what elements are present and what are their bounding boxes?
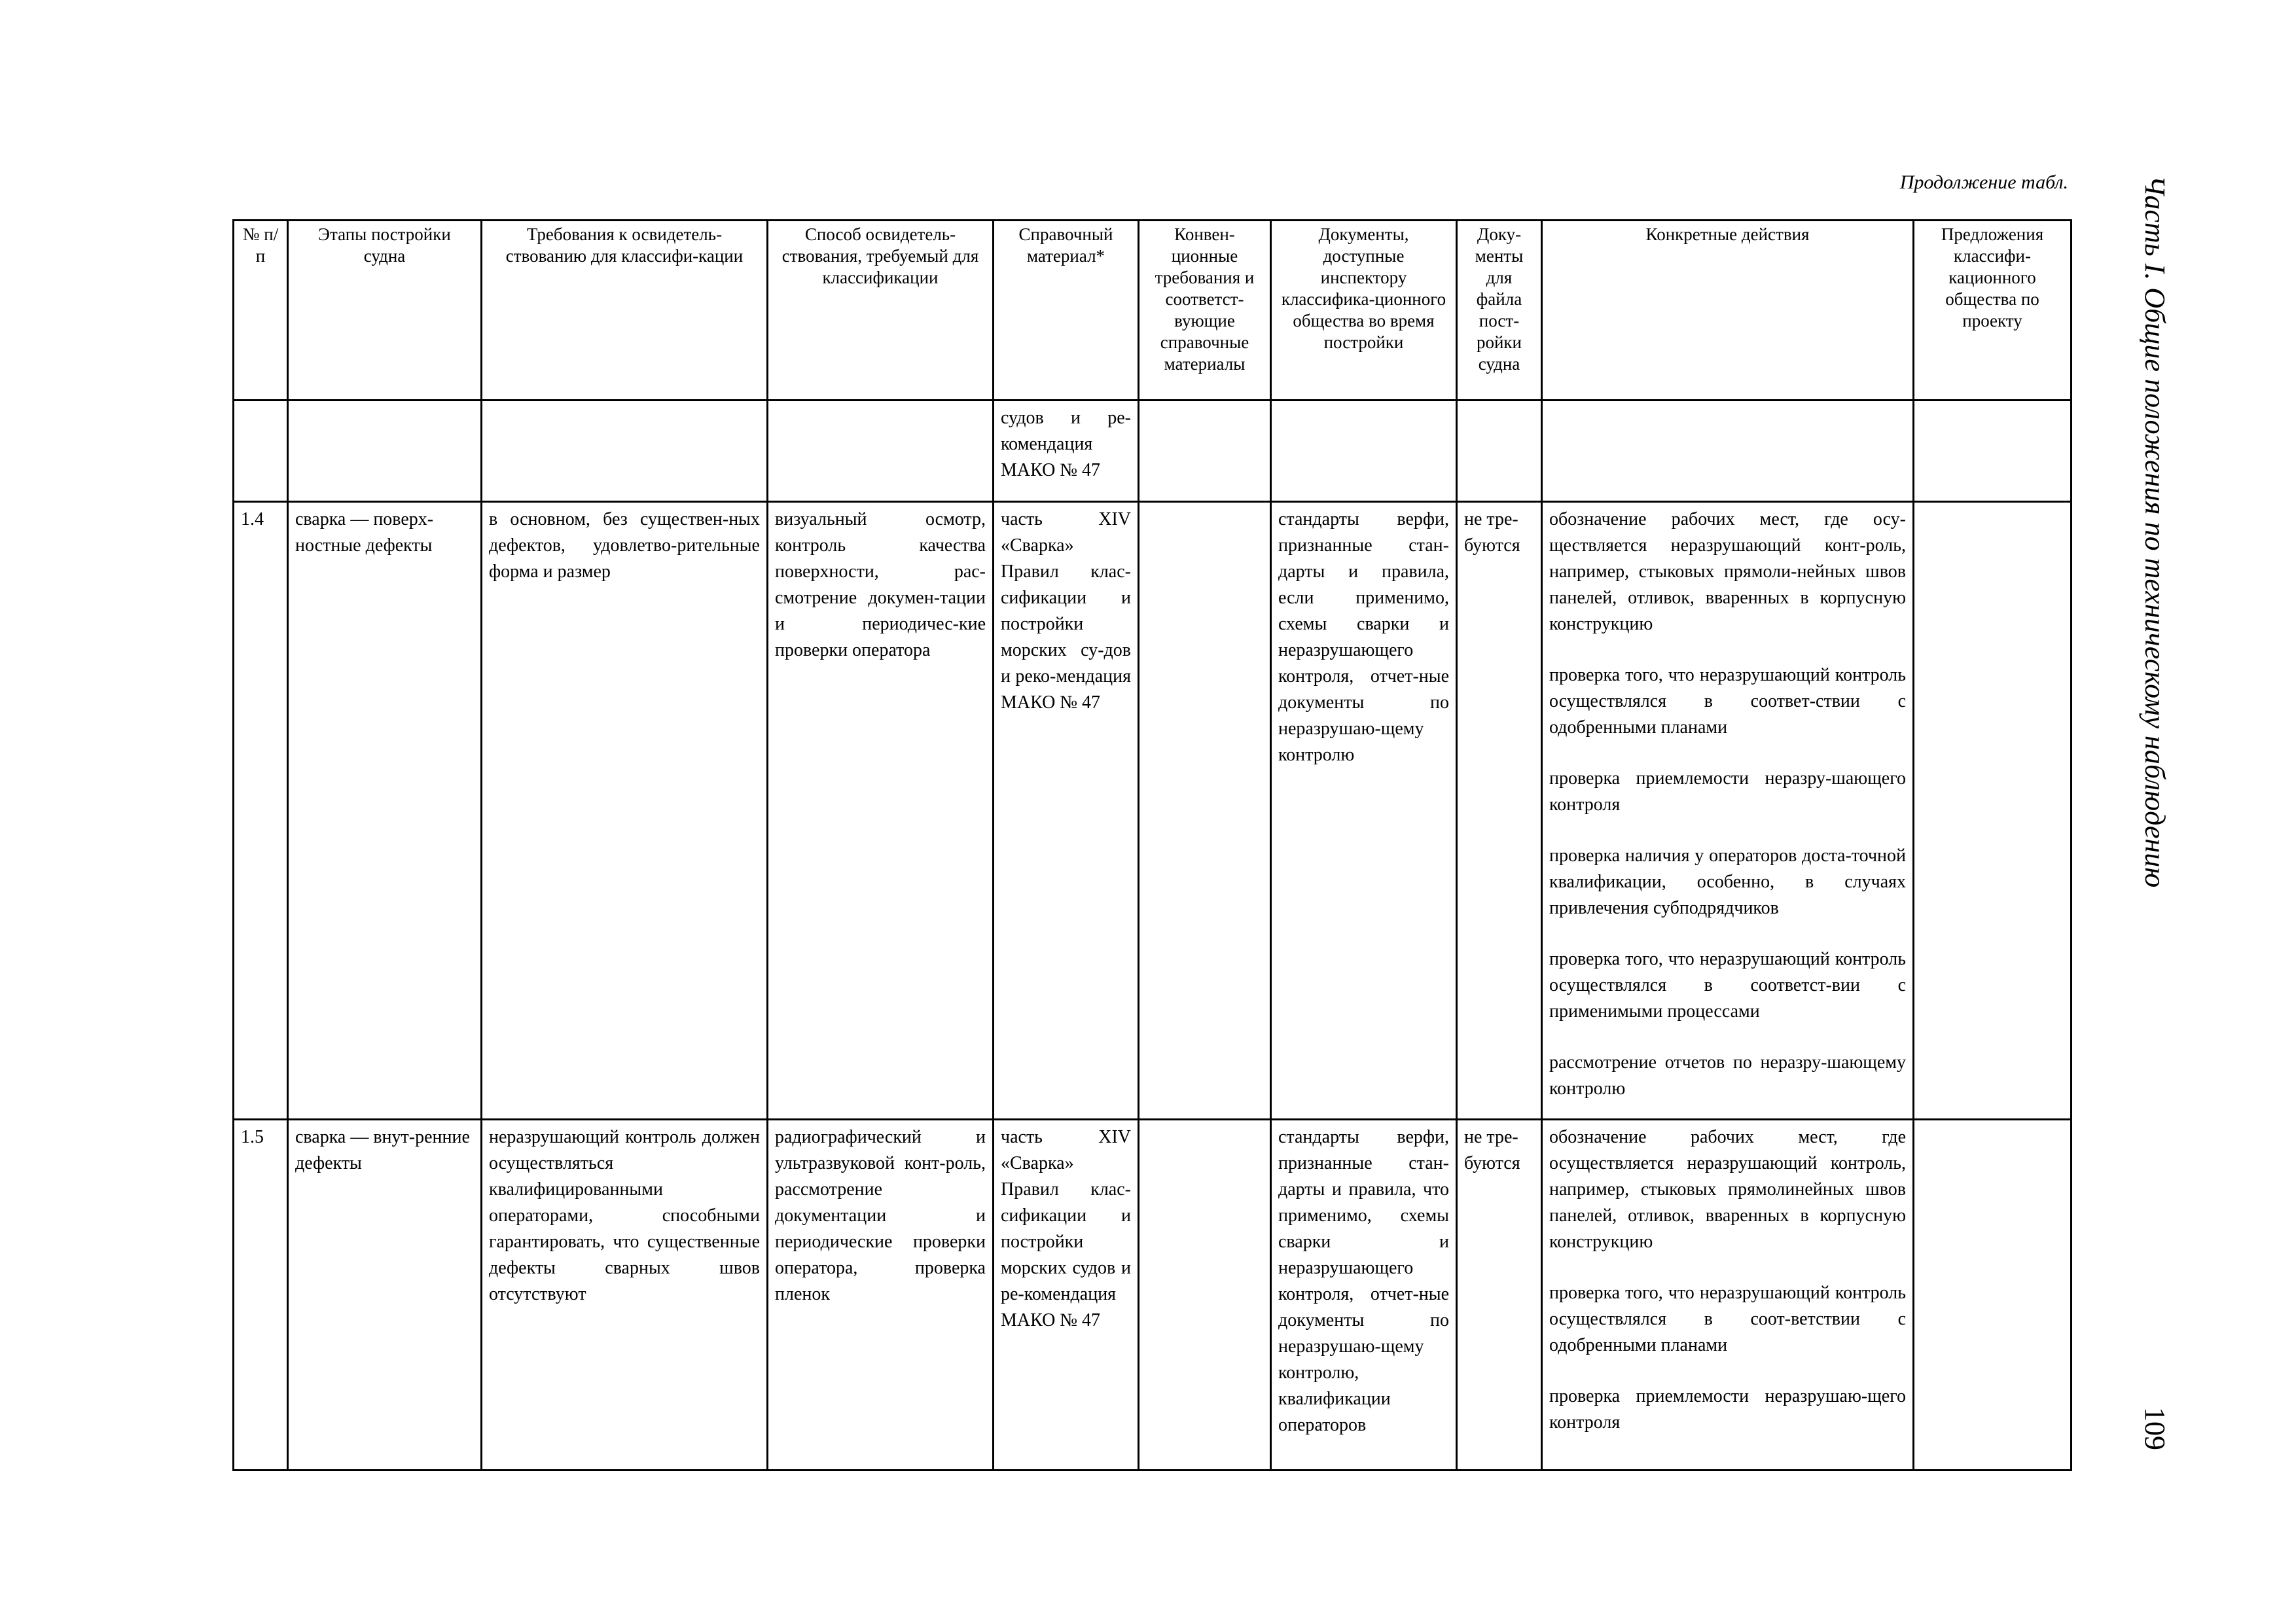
action-item: проверка приемлемости неразрушаю-щего контроля xyxy=(1549,1386,1906,1433)
cell-reference: судов и ре-комендация МАКО № 47 xyxy=(994,401,1139,502)
cell-documents: стандарты верфи, признанные стан-дарты и правила, что применимо, схемы сварки и неразрушающего контроля, отчет-ные документы по неразрушаю-щему контролю, квалификации операторов xyxy=(1271,1120,1457,1471)
col-header-convention: Конвен-ционные требования и соответст-вующие справочные материалы xyxy=(1139,221,1271,401)
cell-file-docs: не тре-буются xyxy=(1457,502,1542,1120)
cell-num: 1.5 xyxy=(234,1120,288,1471)
cell-actions xyxy=(1542,401,1914,502)
cell-method: визуальный осмотр, контроль качества поверхности, рас-смотрение докумен-тации и периодичес-кие проверки оператора xyxy=(768,502,994,1120)
cell-stage xyxy=(288,401,482,502)
cell-proposals xyxy=(1914,502,2072,1120)
cell-reference: часть XIV «Сварка» Правил клас-сификации и постройки морских су-дов и реко-мендация МАКО № 47 xyxy=(994,502,1139,1120)
cell-num: 1.4 xyxy=(234,502,288,1120)
col-header-actions: Конкретные действия xyxy=(1542,221,1914,401)
cell-convention xyxy=(1139,401,1271,502)
col-header-method: Способ освидетель-ствования, требуемый для классификации xyxy=(768,221,994,401)
col-header-reference: Справочный материал* xyxy=(994,221,1139,401)
table-row xyxy=(234,1120,2072,1471)
table-row xyxy=(234,401,2072,502)
col-header-requirement: Требования к освидетель-ствованию для классифи-кации xyxy=(482,221,768,401)
cell-requirement xyxy=(482,401,768,502)
action-item: проверка наличия у операторов доста-точной квалификации, особенно, в случаях привлечения субподрядчиков xyxy=(1549,846,1906,918)
continuation-label: Продолжение табл. xyxy=(1899,171,2068,193)
cell-requirement: неразрушающий контроль должен осуществляться квалифицированными операторами, способными гарантировать, что существенные дефекты сварных швов отсутствуют xyxy=(482,1120,768,1471)
cell-actions xyxy=(1542,1120,1914,1471)
cell-requirement: в основном, без существен-ных дефектов, удовлетво-рительные форма и размер xyxy=(482,502,768,1120)
cell-documents xyxy=(1271,401,1457,502)
table-header-row xyxy=(234,221,2072,401)
action-item: проверка того, что неразрушающий контроль осуществлялся в соот-ветствии с одобренными планами xyxy=(1549,1283,1906,1355)
page-number-text: 109 xyxy=(2139,1407,2171,1450)
cell-file-docs xyxy=(1457,401,1542,502)
cell-file-docs: не тре-буются xyxy=(1457,1120,1542,1471)
cell-reference: часть XIV «Сварка» Правил клас-сификации и постройки морских судов и ре-комендация МАКО № 47 xyxy=(994,1120,1139,1471)
col-header-documents: Документы, доступные инспектору классифика-ционного общества во время постройки xyxy=(1271,221,1457,401)
cell-method xyxy=(768,401,994,502)
action-item: рассмотрение отчетов по неразру-шающему контролю xyxy=(1549,1052,1906,1099)
cell-proposals xyxy=(1914,1120,2072,1471)
cell-method: радиографический и ультразвуковой конт-роль, рассмотрение документации и периодические проверки оператора, проверка пленок xyxy=(768,1120,994,1471)
cell-convention xyxy=(1139,502,1271,1120)
cell-stage: сварка — поверх-ностные дефекты xyxy=(288,502,482,1120)
action-item: проверка того, что неразрушающий контроль осуществлялся в соответ-ствии с одобренными планами xyxy=(1549,665,1906,738)
action-item: проверка того, что неразрушающий контроль осуществлялся в соответст-вии с применимыми процессами xyxy=(1549,949,1906,1022)
page-number xyxy=(2135,1407,2174,1472)
col-header-file-docs: Доку-менты для файла пост-ройки судна xyxy=(1457,221,1542,401)
col-header-proposals: Предложения классифи-кационного общества по проекту xyxy=(1914,221,2072,401)
action-item: обозначение рабочих мест, где осуществляется неразрушающий контроль, например, стыковых прямолинейных швов панелей, отливок, вваренных в корпусную конструкцию xyxy=(1549,1127,1906,1252)
table-row xyxy=(234,502,2072,1120)
running-title xyxy=(2135,175,2174,888)
col-header-num: № п/п xyxy=(234,221,288,401)
cell-convention xyxy=(1139,1120,1271,1471)
running-title-text: Часть I. Общие положения по техническому наблюдению xyxy=(2139,175,2171,888)
cell-documents: стандарты верфи, признанные стан-дарты и правила, если применимо, схемы сварки и неразрушающего контроля, отчет-ные документы по неразрушаю-щему контролю xyxy=(1271,502,1457,1120)
survey-table xyxy=(232,219,2072,1471)
cell-num xyxy=(234,401,288,502)
action-item: проверка приемлемости неразру-шающего контроля xyxy=(1549,768,1906,815)
cell-proposals xyxy=(1914,401,2072,502)
col-header-stage: Этапы постройки судна xyxy=(288,221,482,401)
action-item: обозначение рабочих мест, где осу-ществляется неразрушающий конт-роль, например, стыковых прямоли-нейных швов панелей, отливок, вваренных в корпусную конструкцию xyxy=(1549,509,1906,634)
cell-stage: сварка — внут-ренние дефекты xyxy=(288,1120,482,1471)
cell-actions xyxy=(1542,502,1914,1120)
